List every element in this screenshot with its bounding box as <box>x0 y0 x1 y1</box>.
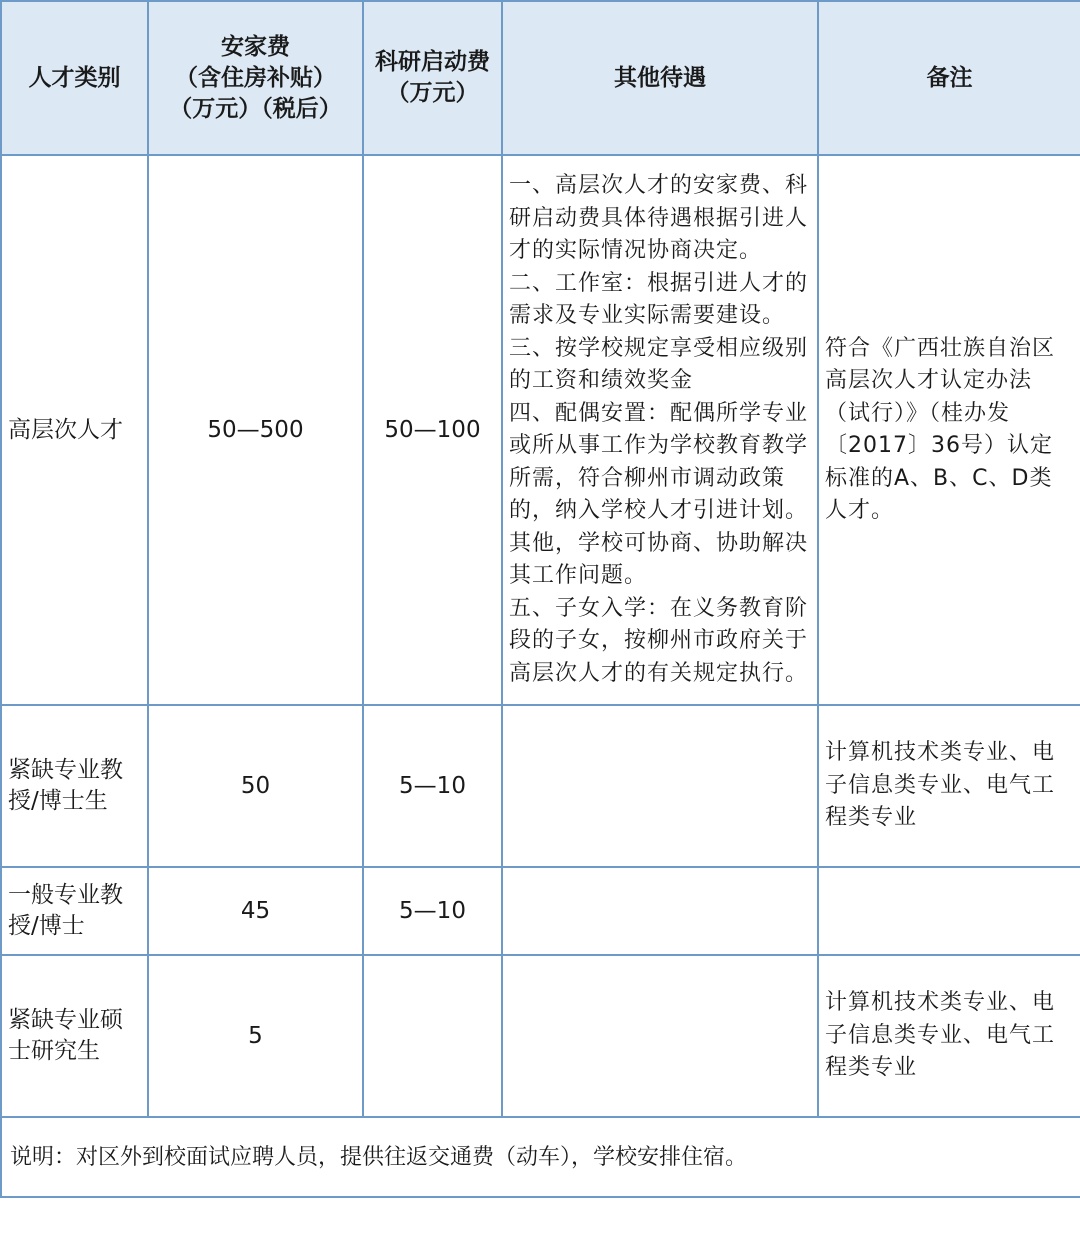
header-category: 人才类别 <box>1 1 148 155</box>
table-header-row <box>1 1 1080 155</box>
row-category: 紧缺专业硕士研究生 <box>1 955 148 1117</box>
table-row <box>1 955 1080 1117</box>
row-settling-fee: 45 <box>148 867 363 955</box>
benefit-item: 三、按学校规定享受相应级别的工资和绩效奖金 <box>509 335 809 393</box>
header-research-fee <box>363 1 502 155</box>
header-settling-fee-line: （万元）（税后） <box>169 95 342 122</box>
row-research-fee: 5—10 <box>363 867 502 955</box>
row-other-benefits <box>502 867 818 955</box>
table-row <box>1 705 1080 867</box>
header-settling-fee-line: 安家费 <box>221 33 290 60</box>
header-research-fee-line: （万元） <box>386 80 479 106</box>
benefit-item: 五、子女入学：在义务教育阶段的子女，按柳州市政府关于高层次人才的有关规定执行。 <box>509 595 809 686</box>
benefit-item: 四、配偶安置：配偶所学专业或所从事工作为学校教育教学所需，符合柳州市调动政策的，纳入学校人才引进计划。其他，学校可协商、协助解决其工作问题。 <box>509 400 809 588</box>
row-remarks <box>818 867 1080 955</box>
row-category: 一般专业教授/博士 <box>1 867 148 955</box>
footer-note: 说明：对区外到校面试应聘人员，提供往返交通费（动车），学校安排住宿。 <box>1 1117 1080 1197</box>
header-settling-fee-line: （含住房补贴） <box>175 64 336 91</box>
row-research-fee: 50—100 <box>363 155 502 705</box>
header-remarks: 备注 <box>818 1 1080 155</box>
header-research-fee-line: 科研启动费 <box>375 49 490 75</box>
row-other-benefits <box>502 705 818 867</box>
benefit-item: 一、高层次人才的安家费、科研启动费具体待遇根据引进人才的实际情况协商决定。 <box>509 173 809 263</box>
row-settling-fee: 50 <box>148 705 363 867</box>
row-remarks: 符合《广西壮族自治区高层次人才认定办法（试行）》（桂办发〔2017〕36号）认定标准的A、B、C、D类人才。 <box>818 155 1080 705</box>
row-other-benefits <box>502 155 818 705</box>
table-row <box>1 155 1080 705</box>
header-settling-fee <box>148 1 363 155</box>
row-other-benefits <box>502 955 818 1117</box>
row-settling-fee: 5 <box>148 955 363 1117</box>
footer-row <box>1 1117 1080 1197</box>
row-settling-fee: 50—500 <box>148 155 363 705</box>
header-other-benefits: 其他待遇 <box>502 1 818 155</box>
row-research-fee <box>363 955 502 1117</box>
row-category: 高层次人才 <box>1 155 148 705</box>
row-remarks: 计算机技术类专业、电子信息类专业、电气工程类专业 <box>818 955 1080 1117</box>
row-remarks: 计算机技术类专业、电子信息类专业、电气工程类专业 <box>818 705 1080 867</box>
row-category: 紧缺专业教授/博士生 <box>1 705 148 867</box>
benefit-item: 二、工作室：根据引进人才的需求及专业实际需要建设。 <box>509 270 809 328</box>
row-research-fee: 5—10 <box>363 705 502 867</box>
table-row <box>1 867 1080 955</box>
